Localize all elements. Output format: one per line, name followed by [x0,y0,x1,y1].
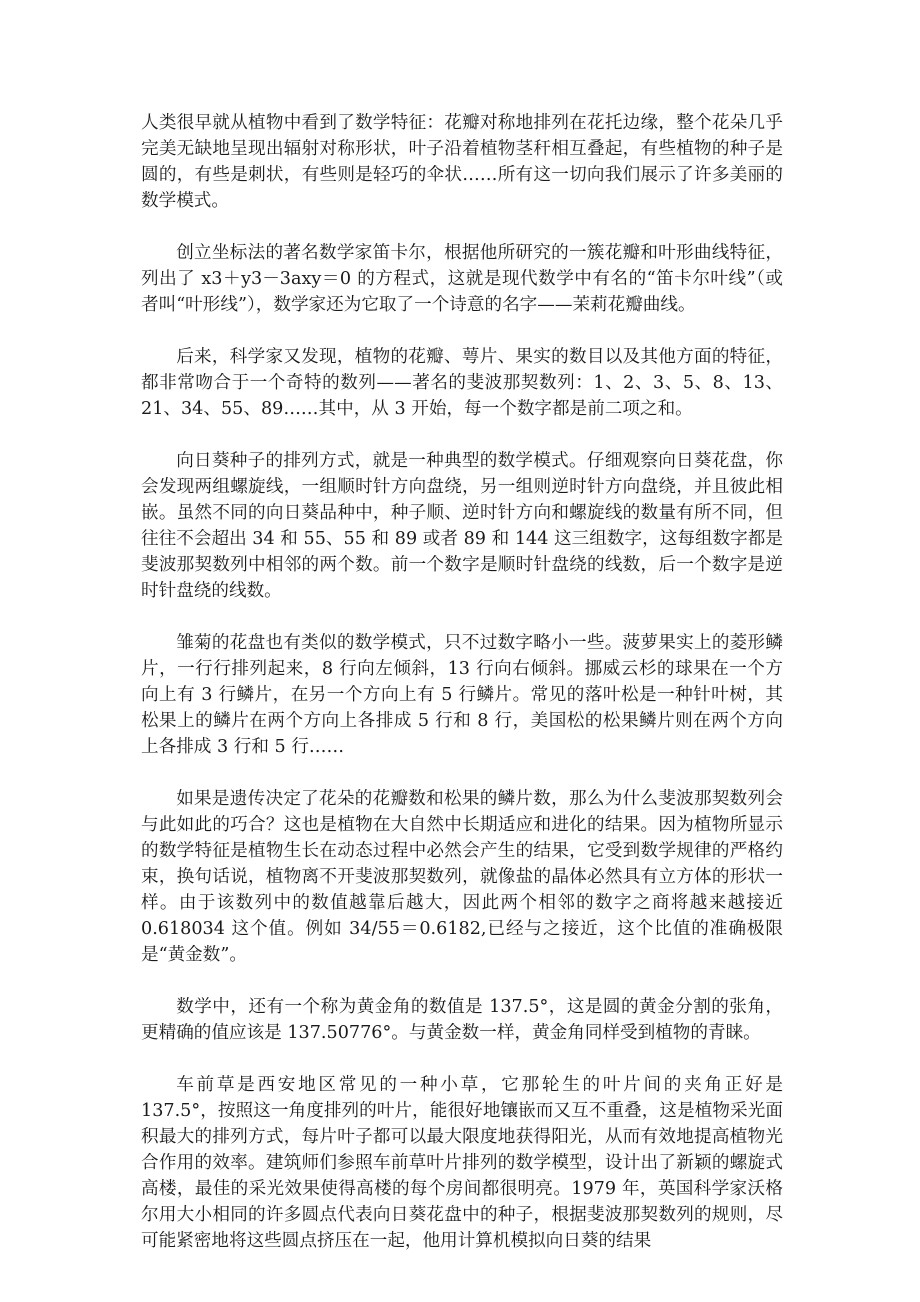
paragraph-fibonacci: 后来，科学家又发现，植物的花瓣、萼片、果实的数目以及其他方面的特征，都非常吻合于一个奇特的数列——著名的斐波那契数列：1、2、3、5、8、13、21、34、55、89……其中，从 3 开始，每一个数字都是前二项之和。 [141,347,783,419]
paragraph-golden-angle: 数学中，还有一个称为黄金角的数值是 137.5°，这是圆的黄金分割的张角，更精确的值应该是 137.50776°。与黄金数一样，黄金角同样受到植物的青睐。 [141,997,783,1043]
paragraph-sunflower: 向日葵种子的排列方式，就是一种典型的数学模式。仔细观察向日葵花盘，你会发现两组螺旋线，一组顺时针方向盘绕，另一组则逆时针方向盘绕，并且彼此相嵌。虽然不同的向日葵品种中，种子顺、逆时针方向和螺旋线的数量有所不同，但往往不会超出 34 和 55、55 和 89 或者 89 和 144 这三组数字，这每组数字都是斐波那契数列中相邻的两个数。前一个数字是顺时针盘绕的线数，后一个数字是逆时针盘绕的线数。 [141,451,783,601]
paragraph-golden-number: 如果是遗传决定了花朵的花瓣数和松果的鳞片数，那么为什么斐波那契数列会与此如此的巧合？这也是植物在大自然中长期适应和进化的结果。因为植物所显示的数学特征是植物生长在动态过程中必然会产生的结果，它受到数学规律的严格约束，换句话说，植物离不开斐波那契数列，就像盐的晶体必然具有立方体的形状一样。由于该数列中的数值越靠后越大，因此两个相邻的数字之商将越来越接近 0.618034 这个值。例如 34/55＝0.6182,已经与之接近，这个比值的准确极限是“黄金数”。 [141,789,783,965]
document-body [141,110,783,1254]
paragraph-intro: 人类很早就从植物中看到了数学特征：花瓣对称地排列在花托边缘，整个花朵几乎完美无缺地呈现出辐射对称形状，叶子沿着植物茎秆相互叠起，有些植物的种子是圆的，有些是刺状，有些则是轻巧的伞状……所有这一切向我们展示了许多美丽的数学模式。 [141,113,783,211]
paragraph-plantain: 车前草是西安地区常见的一种小草，它那轮生的叶片间的夹角正好是 137.5°，按照这一角度排列的叶片，能很好地镶嵌而又互不重叠，这是植物采光面积最大的排列方式，每片叶子都可以最大限度地获得阳光，从而有效地提高植物光合作用的效率。建筑师们参照车前草叶片排列的数学模型，设计出了新颖的螺旋式高楼，最佳的采光效果使得高楼的每个房间都很明亮。1979 年，英国科学家沃格尔用大小相同的许多圆点代表向日葵花盘中的种子，根据斐波那契数列的规则，尽可能紧密地将这些圆点挤压在一起，他用计算机模拟向日葵的结果 [141,1075,783,1251]
paragraph-daisy: 雏菊的花盘也有类似的数学模式，只不过数字略小一些。菠萝果实上的菱形鳞片，一行行排列起来，8 行向左倾斜，13 行向右倾斜。挪威云杉的球果在一个方向上有 3 行鳞片，在另一个方向上有 5 行鳞片。常见的落叶松是一种针叶树，其松果上的鳞片在两个方向上各排成 5 行和 8 行，美国松的松果鳞片则在两个方向上各排成 3 行和 5 行…… [141,633,783,757]
paragraph-descartes: 创立坐标法的著名数学家笛卡尔，根据他所研究的一簇花瓣和叶形曲线特征，列出了 x3＋y3－3axy＝0 的方程式，这就是现代数学中有名的“笛卡尔叶线”（或者叫“叶形线”），数学家还为它取了一个诗意的名字——茉莉花瓣曲线。 [141,243,783,315]
